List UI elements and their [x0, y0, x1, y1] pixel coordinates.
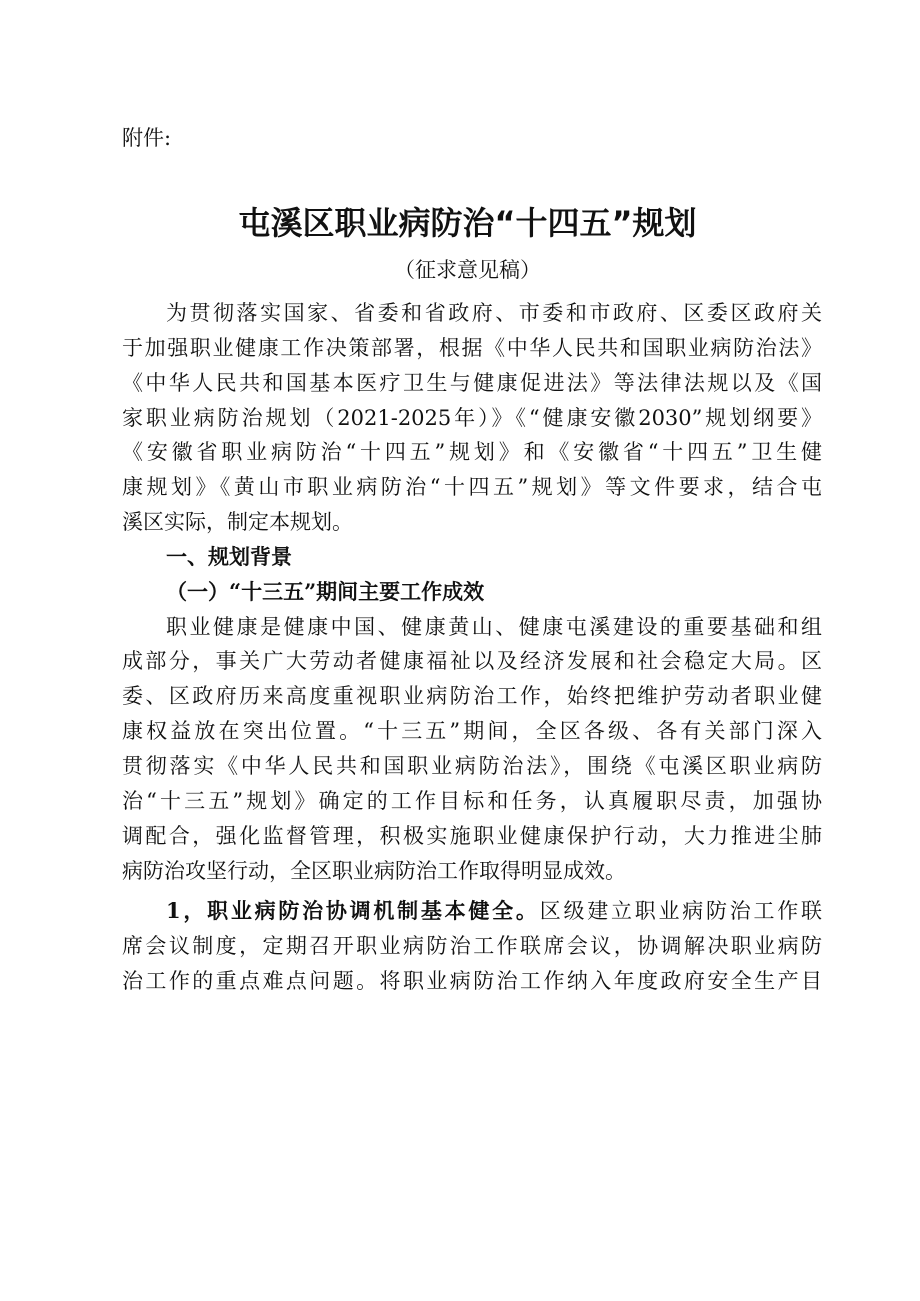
paragraph-line: 席会议制度，定期召开职业病防治工作联席会议，协调解决职业病防 — [122, 934, 822, 959]
paragraph-line: 治“十三五”规划》确定的工作目标和任务，认真履职尽责，加强协 — [122, 788, 822, 813]
intro-line: 《安徽省职业病防治“十四五”规划》和《安徽省“十四五”卫生健 — [122, 440, 822, 465]
section-heading: 一、规划背景 — [166, 544, 292, 569]
paragraph-line: 调配合，强化监督管理，积极实施职业健康保护行动，大力推进尘肺 — [122, 823, 822, 848]
subsection-heading: （一）“十三五”期间主要工作成效 — [166, 578, 485, 604]
intro-line: 于加强职业健康工作决策部署，根据《中华人民共和国职业病防治法》 — [122, 335, 822, 360]
paragraph-line: 病防治攻坚行动，全区职业病防治工作取得明显成效。 — [122, 858, 626, 883]
document-body — [122, 296, 822, 999]
attachment-label: 附件: — [122, 126, 172, 150]
intro-line: 《中华人民共和国基本医疗卫生与健康促进法》等法律法规以及《国 — [122, 370, 822, 395]
intro-line: 家职业病防治规划（2021-2025年）》《“健康安徽2030”规划纲要》 — [122, 405, 822, 430]
paragraph-line: 委、区政府历来高度重视职业病防治工作，始终把维护劳动者职业健 — [122, 684, 822, 709]
paragraph-line: 治工作的重点难点问题。将职业病防治工作纳入年度政府安全生产目 — [122, 969, 822, 994]
paragraph-line: 职业健康是健康中国、健康黄山、健康屯溪建设的重要基础和组 — [166, 614, 822, 639]
intro-line: 为贯彻落实国家、省委和省政府、市委和市政府、区委区政府关 — [166, 301, 822, 325]
paragraph-line — [122, 894, 822, 929]
document-title: 屯溪区职业病防治“十四五”规划 — [238, 204, 697, 242]
paragraph-line: 康权益放在突出位置。“十三五”期间，全区各级、各有关部门深入 — [122, 719, 822, 744]
paragraph-line: 贯彻落实《中华人民共和国职业病防治法》，围绕《屯溪区职业病防 — [122, 753, 822, 778]
paragraph-text: 区级建立职业病防治工作联 — [539, 899, 822, 924]
document-subtitle: （征求意见稿） — [394, 258, 541, 282]
paragraph-line: 成部分，事关广大劳动者健康福祉以及经济发展和社会稳定大局。区 — [122, 649, 822, 674]
intro-line: 康规划》《黄山市职业病防治“十四五”规划》等文件要求，结合屯 — [122, 475, 822, 500]
paragraph-lead: 1，职业病防治协调机制基本健全。 — [166, 898, 540, 924]
intro-line: 溪区实际，制定本规划。 — [122, 510, 353, 535]
